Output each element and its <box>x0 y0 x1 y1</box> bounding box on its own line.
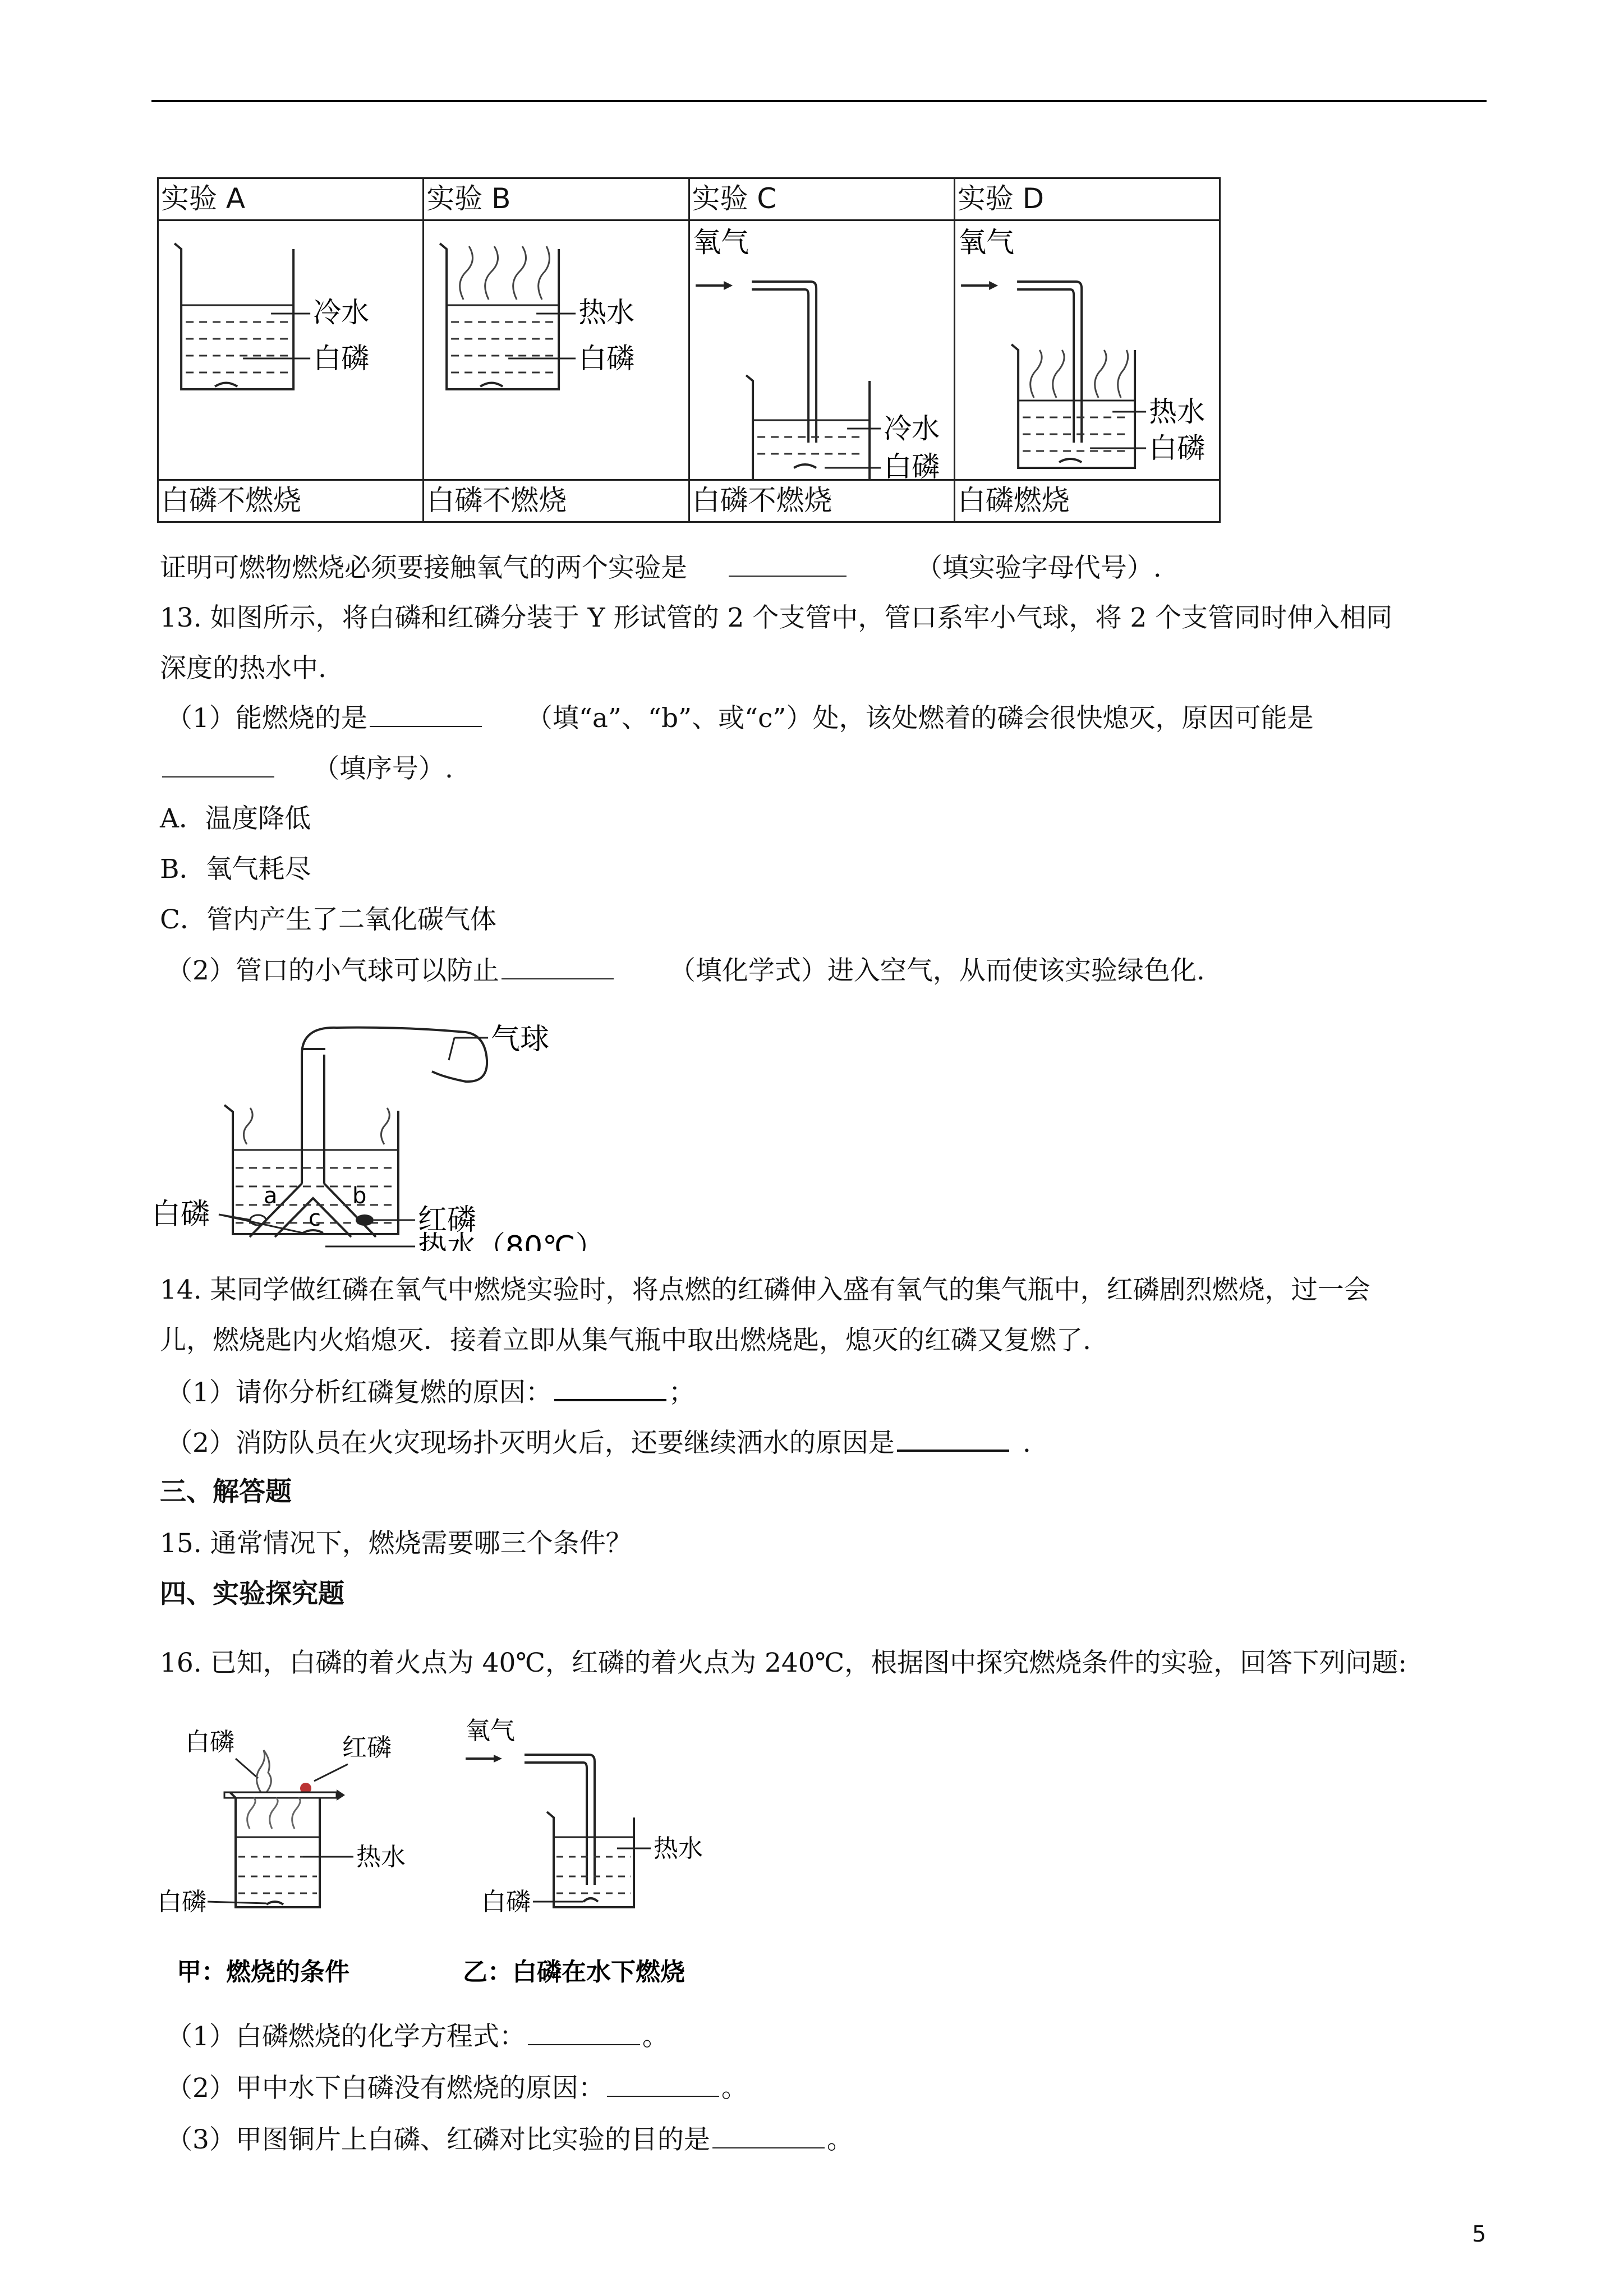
q13-part2-hint: （填化学式）进入空气，从而使该实验绿色化. <box>669 955 1205 986</box>
experiment-d-figure <box>954 220 1220 480</box>
table-header-a: 实验 A <box>158 178 424 220</box>
table-header-b: 实验 B <box>424 178 689 220</box>
q14-stem-line1: 14. 某同学做红磷在氧气中燃烧实验时，将点燃的红磷伸入盛有氧气的集气瓶中，红磷剧烈燃烧，过一会 <box>160 1274 1370 1305</box>
q13-part1-line <box>166 701 1313 735</box>
q13-option-a: A．温度降低 <box>160 803 311 834</box>
q12-answer-blank[interactable] <box>729 551 846 577</box>
q14-part1-blank[interactable] <box>554 1374 666 1401</box>
experiment-table <box>157 177 1221 523</box>
beaker-cold-water-illustration <box>159 221 422 479</box>
q13-part1-hint2: （填序号）. <box>312 753 453 784</box>
q13-option-c: C．管内产生了二氧化碳气体 <box>160 904 496 935</box>
label-a: a <box>264 1183 278 1209</box>
white-p-label: 白磷 <box>313 342 370 375</box>
q16-stem: 16. 已知，白磷的着火点为 40℃，红磷的着火点为 240℃，根据图中探究燃烧条件的实验，回答下列问题: <box>160 1648 1407 1678</box>
label-c: c <box>309 1205 321 1231</box>
q16-part1-end: 。 <box>642 2021 669 2052</box>
q13-part1-text: （1）能燃烧的是 <box>166 703 367 734</box>
q16-part3-blank[interactable] <box>712 2123 825 2148</box>
q14-part1-end: ； <box>668 1377 695 1408</box>
section3-heading: 三、解答题 <box>160 1476 292 1507</box>
oxygen-label: 氧气 <box>958 226 1014 259</box>
experiment-c-figure <box>689 220 954 480</box>
q16-part2-text: （2）甲中水下白磷没有燃烧的原因： <box>166 2073 605 2104</box>
q14-part2-end: . <box>1022 1428 1031 1458</box>
q12-text: 证明可燃物燃烧必须要接触氧气的两个实验是 <box>160 553 687 583</box>
q15-text: 15. 通常情况下，燃烧需要哪三个条件？ <box>160 1528 632 1559</box>
white-p-label: 白磷 <box>883 450 940 479</box>
table-result-d: 白磷燃烧 <box>954 480 1220 522</box>
table-header-c: 实验 C <box>689 178 954 220</box>
cold-water-label: 冷水 <box>883 412 940 445</box>
yi-oxygen-label: 氧气 <box>466 1717 515 1745</box>
q14-part2-text: （2）消防队员在火灾现场扑灭明火后，还要继续洒水的原因是 <box>166 1428 895 1458</box>
q13-stem-line1: 13. 如图所示，将白磷和红磷分装于 Y 形试管的 2 个支管中，管口系牢小气球，将 2 个支管同时伸入相同 <box>160 602 1393 633</box>
q16-part3-line <box>166 2123 853 2157</box>
white-p-label: 白磷 <box>578 342 635 375</box>
oxygen-label: 氧气 <box>692 226 749 259</box>
q12-hint: （填实验字母代号）. <box>915 553 1162 583</box>
table-result-a: 白磷不燃烧 <box>158 480 424 522</box>
experiment-b-figure <box>424 220 689 480</box>
q14-part2-line <box>166 1425 1031 1460</box>
q16-part2-end: 。 <box>721 2073 748 2104</box>
q13-part1-blank[interactable] <box>370 701 482 727</box>
yi-hot-water-label: 热水 <box>654 1834 703 1863</box>
q14-stem-line2: 儿，燃烧匙内火焰熄灭．接着立即从集气瓶中取出燃烧匙，熄灭的红磷又复燃了. <box>160 1325 1091 1356</box>
red-p-label: 红磷 <box>418 1203 477 1237</box>
q16-part3-end: 。 <box>826 2124 853 2155</box>
caption-jia: 甲：燃烧的条件 <box>177 1958 349 1986</box>
q16-figure <box>151 1717 724 2008</box>
q14-part1-text: （1）请你分析红磷复燃的原因： <box>166 1377 552 1408</box>
beaker-oxygen-hot-water-illustration <box>955 221 1219 479</box>
q13-option-b: B．氧气耗尽 <box>160 854 311 885</box>
beaker-hot-water-illustration <box>424 221 688 479</box>
experiment-a-figure <box>158 220 424 480</box>
q16-part2-line <box>166 2071 748 2105</box>
q13-part1-blank2[interactable] <box>162 752 274 777</box>
q16-part1-text: （1）白磷燃烧的化学方程式： <box>166 2021 526 2052</box>
q16-part1-blank[interactable] <box>528 2019 640 2045</box>
table-header-d: 实验 D <box>954 178 1220 220</box>
q13-part2-line <box>166 954 1205 988</box>
q12-question-line <box>160 551 1162 585</box>
q13-stem-line2: 深度的热水中. <box>160 653 326 684</box>
label-b: b <box>352 1183 367 1209</box>
q16-part3-text: （3）甲图铜片上白磷、红磷对比实验的目的是 <box>166 2124 710 2155</box>
white-p-label: 白磷 <box>1148 432 1205 464</box>
hot-water-label: 热水 <box>1148 395 1205 428</box>
table-result-b: 白磷不燃烧 <box>424 480 689 522</box>
table-result-c: 白磷不燃烧 <box>689 480 954 522</box>
beaker-oxygen-cold-water-illustration <box>690 221 954 479</box>
q14-part2-blank[interactable] <box>897 1425 1009 1452</box>
yi-white-p-label: 白磷 <box>481 1888 531 1916</box>
page-number: 5 <box>1472 2221 1487 2247</box>
hot-water-label: 热水 <box>578 296 635 329</box>
q16-part1-line <box>166 2019 669 2054</box>
header-rule <box>151 100 1487 102</box>
balloon-label: 气球 <box>491 1023 550 1056</box>
q13-part2-blank[interactable] <box>502 954 614 979</box>
y-tube-figure <box>151 1015 589 1251</box>
q13-part2-text: （2）管口的小气球可以防止 <box>166 955 499 986</box>
q14-part1-line <box>166 1374 695 1410</box>
white-p-label: 白磷 <box>151 1198 210 1231</box>
q13-part1-cont <box>160 752 453 786</box>
jia-red-p-label: 红磷 <box>342 1733 392 1762</box>
q16-part2-blank[interactable] <box>607 2071 719 2097</box>
caption-yi: 乙：白磷在水下燃烧 <box>463 1958 685 1986</box>
q13-part1-hint: （填“a”、“b”、或“c”）处，该处燃着的磷会很快熄灭，原因可能是 <box>526 703 1314 734</box>
jia-white-p-label: 白磷 <box>157 1888 206 1916</box>
jia-white-p-top-label: 白磷 <box>185 1728 234 1756</box>
section4-heading: 四、实验探究题 <box>160 1579 344 1609</box>
jia-hot-water-label: 热水 <box>356 1843 406 1871</box>
hot-water-80-label: 热水（80℃） <box>418 1230 589 1251</box>
cold-water-label: 冷水 <box>313 296 370 329</box>
